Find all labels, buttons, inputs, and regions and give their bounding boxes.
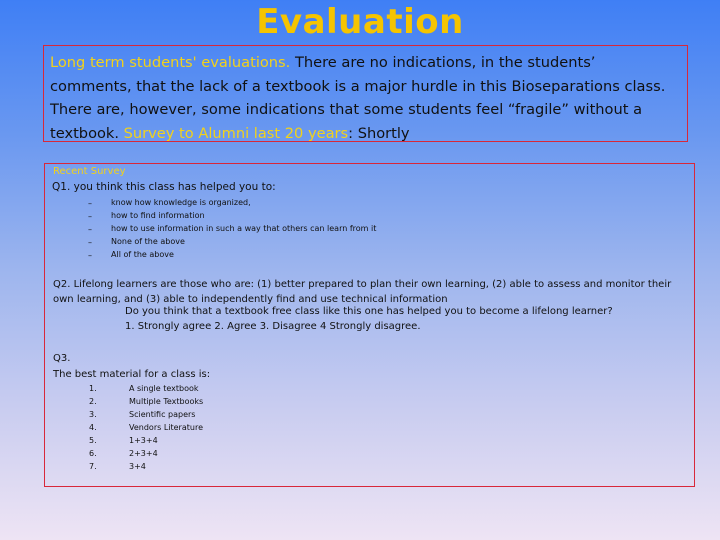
survey-box	[44, 163, 695, 487]
q3-option-text: A single textbook	[129, 384, 199, 393]
q3-option-number: 2.	[89, 397, 97, 406]
q1-option: how to find information	[111, 211, 205, 220]
q1-bullet: –	[88, 225, 92, 234]
q1-bullet: –	[88, 212, 92, 221]
q3-option-text: 1+3+4	[129, 436, 158, 445]
alumni-survey-status: : Shortly	[348, 124, 410, 142]
q3-option-number: 4.	[89, 423, 97, 432]
q3-option-text: Multiple Textbooks	[129, 397, 204, 406]
q3-option-text: Vendors Literature	[129, 423, 203, 432]
q3-option-text: 3+4	[129, 462, 146, 471]
q2-question: Q2. Lifelong learners are those who are: (1) better prepared to plan their own learning, (2) able to assess and monitor their own learning, and (3) able to independently find and use technical information	[53, 279, 672, 305]
q3-option-number: 5.	[89, 436, 97, 445]
q1-option: how to use information in such a way that others can learn from it	[111, 224, 377, 233]
q3-option-number: 6.	[89, 449, 97, 458]
q2-scale: 1. Strongly agree 2. Agree 3. Disagree 4 Strongly disagree.	[125, 321, 421, 332]
q1-bullet: –	[88, 251, 92, 260]
intro-box	[43, 45, 688, 142]
q3-option-number: 7.	[89, 462, 97, 471]
intro-heading: Long term students' evaluations.	[50, 54, 291, 71]
q2-subquestion: Do you think that a textbook free class like this one has helped you to become a lifelong learner?	[125, 306, 613, 317]
q1-bullet: –	[88, 199, 92, 208]
alumni-survey-label: Survey to Alumni last 20 years	[123, 124, 349, 142]
q3-option-number: 1.	[89, 384, 97, 393]
q3-option-text: Scientific papers	[129, 410, 196, 419]
q3-question: The best material for a class is:	[53, 369, 211, 380]
q3-option-text: 2+3+4	[129, 449, 158, 458]
q1-option: All of the above	[111, 250, 174, 259]
slide-title: Evaluation	[256, 2, 464, 42]
q3-label: Q3.	[53, 353, 71, 364]
q1-option: None of the above	[111, 237, 185, 246]
q3-option-number: 3.	[89, 410, 97, 419]
q1-question: Q1. you think this class has helped you to:	[52, 181, 276, 193]
q1-option: know how knowledge is organized,	[111, 198, 251, 207]
survey-heading: Recent Survey	[53, 166, 126, 177]
intro-text: There are no indications, in the students’ comments, that the lack of a textbook is a major hurdle in this Bioseparations class. There are, however, some indications that some students feel “fragile” without a textbook.	[50, 54, 666, 142]
q1-bullet: –	[88, 238, 92, 247]
